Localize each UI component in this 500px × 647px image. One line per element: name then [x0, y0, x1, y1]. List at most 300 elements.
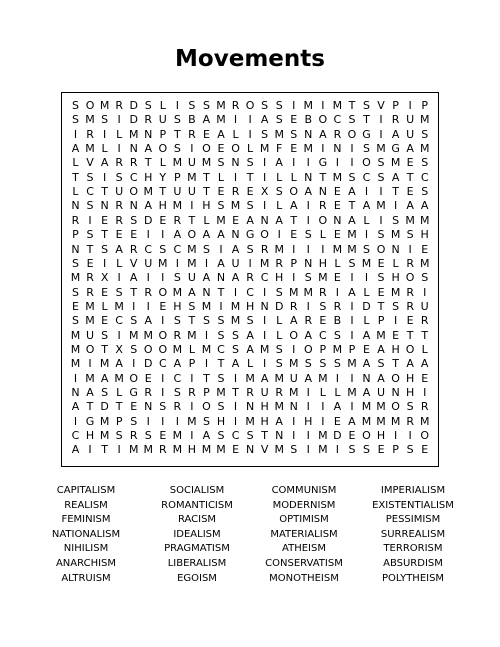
- grid-letter[interactable]: A: [391, 127, 400, 141]
- grid-letter[interactable]: M: [172, 443, 183, 457]
- grid-letter[interactable]: S: [217, 400, 225, 414]
- grid-letter[interactable]: E: [333, 414, 341, 428]
- grid-letter[interactable]: M: [347, 357, 357, 371]
- grid-letter[interactable]: C: [231, 429, 240, 443]
- grid-letter[interactable]: I: [88, 443, 92, 457]
- grid-letter[interactable]: A: [246, 213, 254, 227]
- grid-letter[interactable]: L: [116, 256, 123, 270]
- grid-letter[interactable]: O: [376, 242, 386, 256]
- grid-letter[interactable]: O: [303, 342, 313, 356]
- grid-letter[interactable]: M: [419, 113, 430, 127]
- grid-letter[interactable]: I: [350, 400, 354, 414]
- grid-letter[interactable]: R: [275, 386, 284, 399]
- grid-letter[interactable]: F: [276, 142, 283, 156]
- grid-letter[interactable]: H: [391, 342, 400, 356]
- grid-letter[interactable]: T: [188, 213, 196, 227]
- grid-letter[interactable]: M: [347, 242, 357, 256]
- grid-letter[interactable]: L: [276, 328, 283, 342]
- grid-letter[interactable]: P: [174, 170, 181, 184]
- grid-letter[interactable]: I: [350, 299, 354, 313]
- grid-letter[interactable]: S: [261, 127, 269, 141]
- grid-letter[interactable]: M: [361, 414, 372, 428]
- grid-letter[interactable]: I: [321, 142, 325, 156]
- grid-letter[interactable]: M: [376, 414, 386, 428]
- grid-letter[interactable]: C: [144, 242, 153, 256]
- grid-letter[interactable]: M: [70, 357, 81, 371]
- grid-letter[interactable]: S: [392, 299, 400, 313]
- grid-letter[interactable]: S: [377, 228, 385, 242]
- grid-letter[interactable]: E: [333, 228, 341, 242]
- grid-letter[interactable]: O: [347, 127, 357, 141]
- grid-letter[interactable]: I: [233, 414, 238, 428]
- grid-letter[interactable]: I: [292, 271, 296, 285]
- grid-letter[interactable]: L: [319, 228, 326, 242]
- grid-letter[interactable]: I: [379, 127, 383, 141]
- grid-letter[interactable]: S: [130, 213, 138, 227]
- grid-letter[interactable]: S: [72, 256, 79, 270]
- grid-letter[interactable]: A: [202, 429, 211, 443]
- grid-letter[interactable]: U: [187, 156, 196, 170]
- grid-letter[interactable]: I: [233, 371, 238, 385]
- grid-letter[interactable]: A: [362, 328, 371, 342]
- grid-letter[interactable]: O: [289, 328, 299, 342]
- grid-letter[interactable]: T: [406, 170, 414, 184]
- grid-letter[interactable]: R: [129, 156, 138, 170]
- grid-letter[interactable]: A: [144, 142, 153, 156]
- grid-letter[interactable]: I: [88, 213, 92, 227]
- grid-letter[interactable]: I: [350, 142, 354, 156]
- grid-letter[interactable]: I: [248, 256, 252, 270]
- grid-letter[interactable]: A: [275, 213, 283, 227]
- grid-letter[interactable]: E: [363, 342, 370, 356]
- grid-letter[interactable]: A: [246, 328, 254, 342]
- grid-letter[interactable]: I: [335, 443, 340, 457]
- grid-letter[interactable]: E: [406, 185, 414, 199]
- grid-letter[interactable]: I: [335, 156, 340, 170]
- grid-letter[interactable]: R: [333, 299, 342, 313]
- grid-letter[interactable]: M: [318, 371, 328, 385]
- grid-letter[interactable]: I: [292, 99, 296, 112]
- grid-letter[interactable]: X: [115, 342, 123, 356]
- grid-letter[interactable]: E: [159, 213, 167, 227]
- grid-letter[interactable]: C: [115, 314, 123, 328]
- grid-letter[interactable]: I: [161, 271, 165, 285]
- grid-letter[interactable]: G: [318, 156, 328, 170]
- grid-letter[interactable]: D: [333, 429, 342, 443]
- grid-letter[interactable]: I: [175, 414, 179, 428]
- grid-letter[interactable]: A: [362, 357, 371, 371]
- grid-letter[interactable]: A: [304, 328, 313, 342]
- grid-letter[interactable]: I: [175, 99, 179, 112]
- grid-letter[interactable]: L: [101, 142, 108, 156]
- grid-letter[interactable]: A: [144, 314, 153, 328]
- grid-letter[interactable]: E: [290, 142, 298, 156]
- grid-letter[interactable]: T: [377, 299, 385, 313]
- grid-letter[interactable]: S: [275, 342, 283, 356]
- grid-letter[interactable]: R: [275, 256, 284, 270]
- grid-letter[interactable]: U: [420, 299, 429, 313]
- grid-letter[interactable]: T: [319, 170, 327, 184]
- grid-letter[interactable]: D: [129, 99, 138, 112]
- grid-letter[interactable]: C: [362, 170, 371, 184]
- grid-letter[interactable]: S: [144, 99, 152, 112]
- grid-letter[interactable]: I: [190, 429, 194, 443]
- grid-letter[interactable]: A: [406, 357, 414, 371]
- grid-letter[interactable]: S: [115, 285, 123, 299]
- grid-letter[interactable]: X: [100, 271, 109, 285]
- grid-letter[interactable]: S: [275, 357, 283, 371]
- grid-letter[interactable]: E: [392, 328, 400, 342]
- grid-letter[interactable]: M: [143, 328, 153, 342]
- grid-letter[interactable]: R: [188, 386, 196, 399]
- grid-letter[interactable]: T: [392, 185, 399, 199]
- grid-letter[interactable]: S: [159, 242, 167, 256]
- grid-letter[interactable]: M: [99, 414, 110, 428]
- grid-letter[interactable]: I: [306, 386, 310, 399]
- grid-letter[interactable]: U: [86, 328, 95, 342]
- grid-letter[interactable]: M: [99, 357, 110, 371]
- grid-letter[interactable]: I: [364, 271, 369, 285]
- grid-letter[interactable]: M: [303, 285, 314, 299]
- grid-letter[interactable]: I: [277, 228, 281, 242]
- grid-letter[interactable]: T: [203, 185, 210, 199]
- grid-letter[interactable]: H: [216, 414, 226, 428]
- grid-letter[interactable]: M: [99, 99, 110, 112]
- grid-letter[interactable]: N: [333, 213, 342, 227]
- grid-letter[interactable]: O: [260, 228, 269, 242]
- grid-letter[interactable]: N: [100, 199, 109, 213]
- grid-letter[interactable]: I: [408, 99, 412, 112]
- grid-letter[interactable]: E: [159, 429, 167, 443]
- grid-letter[interactable]: T: [363, 113, 370, 127]
- grid-letter[interactable]: M: [216, 113, 226, 127]
- grid-letter[interactable]: I: [132, 299, 136, 313]
- grid-letter[interactable]: S: [392, 213, 400, 227]
- grid-letter[interactable]: E: [130, 400, 138, 414]
- grid-letter[interactable]: M: [158, 256, 168, 270]
- grid-letter[interactable]: R: [86, 285, 94, 299]
- grid-letter[interactable]: S: [377, 271, 385, 285]
- grid-letter[interactable]: T: [86, 242, 94, 256]
- grid-letter[interactable]: T: [232, 386, 239, 399]
- grid-letter[interactable]: E: [232, 443, 240, 457]
- grid-letter[interactable]: M: [390, 414, 401, 428]
- grid-letter[interactable]: R: [173, 400, 182, 414]
- grid-letter[interactable]: R: [319, 285, 327, 299]
- grid-letter[interactable]: S: [217, 156, 225, 170]
- grid-letter[interactable]: T: [115, 400, 123, 414]
- grid-letter[interactable]: N: [71, 199, 80, 213]
- grid-letter[interactable]: L: [421, 342, 428, 356]
- grid-letter[interactable]: L: [334, 386, 341, 399]
- grid-letter[interactable]: S: [363, 242, 370, 256]
- grid-letter[interactable]: A: [377, 342, 385, 356]
- grid-letter[interactable]: I: [292, 414, 296, 428]
- grid-letter[interactable]: I: [350, 156, 354, 170]
- grid-letter[interactable]: O: [391, 371, 400, 385]
- grid-letter[interactable]: S: [202, 314, 210, 328]
- grid-letter[interactable]: O: [158, 285, 168, 299]
- grid-letter[interactable]: M: [128, 443, 139, 457]
- grid-letter[interactable]: S: [173, 314, 181, 328]
- grid-letter[interactable]: I: [132, 357, 136, 371]
- grid-letter[interactable]: P: [115, 414, 123, 428]
- grid-letter[interactable]: O: [391, 400, 400, 414]
- grid-letter[interactable]: D: [100, 400, 109, 414]
- grid-letter[interactable]: N: [129, 142, 138, 156]
- grid-letter[interactable]: U: [406, 127, 415, 141]
- grid-letter[interactable]: M: [70, 342, 81, 356]
- grid-letter[interactable]: M: [85, 371, 95, 385]
- grid-letter[interactable]: R: [129, 242, 138, 256]
- grid-letter[interactable]: H: [275, 271, 284, 285]
- grid-letter[interactable]: U: [115, 185, 124, 199]
- grid-letter[interactable]: T: [72, 170, 79, 184]
- grid-letter[interactable]: S: [348, 113, 356, 127]
- grid-letter[interactable]: S: [421, 156, 429, 170]
- grid-letter[interactable]: S: [72, 285, 79, 299]
- grid-letter[interactable]: S: [261, 99, 269, 112]
- grid-letter[interactable]: E: [333, 199, 341, 213]
- grid-letter[interactable]: U: [173, 185, 182, 199]
- grid-letter[interactable]: M: [85, 142, 95, 156]
- grid-letter[interactable]: H: [406, 371, 415, 385]
- grid-letter[interactable]: E: [348, 429, 356, 443]
- grid-letter[interactable]: A: [420, 357, 429, 371]
- grid-letter[interactable]: N: [275, 429, 284, 443]
- grid-letter[interactable]: N: [231, 156, 240, 170]
- grid-letter[interactable]: I: [423, 386, 427, 399]
- grid-letter[interactable]: M: [187, 414, 197, 428]
- grid-letter[interactable]: A: [231, 357, 240, 371]
- grid-letter[interactable]: S: [130, 342, 138, 356]
- grid-letter[interactable]: E: [217, 142, 225, 156]
- grid-letter[interactable]: T: [130, 285, 138, 299]
- grid-letter[interactable]: X: [260, 185, 269, 199]
- grid-letter[interactable]: S: [377, 156, 385, 170]
- grid-letter[interactable]: M: [201, 299, 212, 313]
- grid-letter[interactable]: S: [275, 285, 283, 299]
- grid-letter[interactable]: O: [362, 429, 371, 443]
- grid-letter[interactable]: I: [175, 256, 179, 270]
- grid-letter[interactable]: H: [318, 256, 327, 270]
- grid-letter[interactable]: R: [420, 314, 429, 328]
- grid-letter[interactable]: S: [290, 127, 298, 141]
- grid-letter[interactable]: R: [406, 414, 414, 428]
- grid-letter[interactable]: I: [73, 371, 78, 385]
- grid-letter[interactable]: M: [318, 443, 328, 457]
- grid-letter[interactable]: M: [187, 328, 197, 342]
- grid-letter[interactable]: R: [173, 328, 182, 342]
- grid-letter[interactable]: I: [73, 414, 78, 428]
- grid-letter[interactable]: E: [421, 371, 429, 385]
- grid-letter[interactable]: I: [408, 429, 412, 443]
- grid-letter[interactable]: D: [144, 213, 153, 227]
- grid-letter[interactable]: A: [217, 256, 225, 270]
- grid-letter[interactable]: M: [172, 342, 183, 356]
- grid-letter[interactable]: M: [318, 271, 328, 285]
- grid-letter[interactable]: I: [306, 299, 310, 313]
- grid-letter[interactable]: E: [377, 256, 385, 270]
- grid-letter[interactable]: E: [377, 285, 385, 299]
- grid-letter[interactable]: R: [173, 213, 182, 227]
- grid-letter[interactable]: T: [261, 429, 268, 443]
- grid-letter[interactable]: I: [335, 371, 340, 385]
- grid-letter[interactable]: P: [421, 99, 428, 112]
- grid-letter[interactable]: M: [216, 99, 226, 112]
- grid-letter[interactable]: S: [421, 271, 429, 285]
- grid-letter[interactable]: M: [114, 299, 124, 313]
- grid-letter[interactable]: S: [202, 414, 210, 428]
- grid-letter[interactable]: D: [129, 113, 138, 127]
- grid-letter[interactable]: O: [405, 342, 415, 356]
- grid-letter[interactable]: R: [319, 199, 327, 213]
- grid-letter[interactable]: M: [361, 256, 372, 270]
- grid-letter[interactable]: M: [347, 386, 357, 399]
- grid-letter[interactable]: I: [263, 170, 267, 184]
- grid-letter[interactable]: M: [376, 328, 386, 342]
- grid-letter[interactable]: I: [146, 271, 150, 285]
- grid-letter[interactable]: S: [173, 386, 181, 399]
- grid-letter[interactable]: M: [332, 342, 343, 356]
- grid-letter[interactable]: M: [187, 242, 197, 256]
- grid-letter[interactable]: C: [260, 271, 269, 285]
- grid-letter[interactable]: S: [86, 199, 94, 213]
- grid-letter[interactable]: S: [246, 199, 254, 213]
- grid-letter[interactable]: A: [217, 127, 225, 141]
- grid-letter[interactable]: H: [187, 443, 197, 457]
- grid-letter[interactable]: M: [376, 400, 386, 414]
- grid-letter[interactable]: M: [289, 357, 299, 371]
- grid-letter[interactable]: A: [289, 199, 298, 213]
- grid-letter[interactable]: T: [173, 127, 181, 141]
- grid-letter[interactable]: A: [304, 371, 313, 385]
- grid-letter[interactable]: I: [263, 314, 267, 328]
- grid-letter[interactable]: G: [362, 127, 371, 141]
- grid-letter[interactable]: O: [129, 371, 139, 385]
- grid-letter[interactable]: I: [263, 285, 267, 299]
- grid-letter[interactable]: A: [100, 156, 109, 170]
- grid-letter[interactable]: I: [321, 242, 325, 256]
- grid-letter[interactable]: O: [158, 328, 168, 342]
- grid-letter[interactable]: H: [202, 199, 211, 213]
- grid-letter[interactable]: A: [202, 271, 211, 285]
- grid-letter[interactable]: A: [333, 400, 342, 414]
- grid-letter[interactable]: M: [419, 414, 430, 428]
- grid-letter[interactable]: N: [144, 127, 153, 141]
- grid-letter[interactable]: A: [406, 142, 414, 156]
- grid-letter[interactable]: S: [406, 228, 414, 242]
- grid-letter[interactable]: S: [130, 314, 138, 328]
- grid-letter[interactable]: E: [290, 228, 298, 242]
- grid-letter[interactable]: I: [117, 328, 121, 342]
- grid-letter[interactable]: L: [363, 213, 370, 227]
- grid-letter[interactable]: E: [421, 443, 429, 457]
- grid-letter[interactable]: I: [161, 314, 165, 328]
- grid-letter[interactable]: U: [377, 386, 386, 399]
- grid-letter[interactable]: U: [144, 256, 153, 270]
- grid-letter[interactable]: T: [392, 357, 399, 371]
- grid-letter[interactable]: A: [71, 400, 80, 414]
- grid-letter[interactable]: I: [379, 113, 383, 127]
- grid-letter[interactable]: A: [71, 142, 80, 156]
- grid-letter[interactable]: A: [231, 242, 240, 256]
- grid-letter[interactable]: S: [275, 99, 283, 112]
- grid-letter[interactable]: V: [86, 156, 94, 170]
- grid-letter[interactable]: N: [391, 242, 400, 256]
- grid-letter[interactable]: M: [274, 371, 284, 385]
- grid-letter[interactable]: S: [173, 113, 181, 127]
- grid-letter[interactable]: L: [116, 386, 123, 399]
- grid-letter[interactable]: E: [406, 314, 414, 328]
- grid-letter[interactable]: I: [306, 429, 310, 443]
- grid-letter[interactable]: I: [233, 285, 238, 299]
- grid-letter[interactable]: O: [158, 342, 168, 356]
- grid-letter[interactable]: L: [101, 299, 108, 313]
- grid-letter[interactable]: I: [73, 127, 78, 141]
- grid-letter[interactable]: M: [274, 242, 284, 256]
- grid-letter[interactable]: S: [246, 156, 254, 170]
- grid-letter[interactable]: I: [204, 256, 209, 270]
- grid-letter[interactable]: R: [86, 271, 94, 285]
- grid-letter[interactable]: N: [304, 170, 313, 184]
- grid-letter[interactable]: E: [333, 271, 341, 285]
- grid-letter[interactable]: S: [363, 443, 370, 457]
- grid-letter[interactable]: M: [230, 299, 241, 313]
- grid-letter[interactable]: A: [348, 285, 356, 299]
- grid-letter[interactable]: M: [172, 285, 183, 299]
- grid-letter[interactable]: O: [143, 342, 153, 356]
- grid-letter[interactable]: L: [276, 170, 283, 184]
- grid-letter[interactable]: R: [391, 113, 400, 127]
- grid-letter[interactable]: R: [158, 443, 167, 457]
- grid-letter[interactable]: L: [276, 199, 283, 213]
- grid-letter[interactable]: M: [230, 199, 241, 213]
- grid-letter[interactable]: M: [99, 429, 110, 443]
- grid-letter[interactable]: S: [348, 256, 356, 270]
- grid-letter[interactable]: E: [101, 314, 109, 328]
- grid-letter[interactable]: S: [421, 127, 429, 141]
- grid-letter[interactable]: A: [304, 185, 313, 199]
- grid-letter[interactable]: M: [70, 328, 81, 342]
- grid-letter[interactable]: C: [319, 328, 327, 342]
- grid-letter[interactable]: N: [260, 299, 269, 313]
- grid-letter[interactable]: I: [219, 299, 223, 313]
- grid-letter[interactable]: D: [144, 357, 153, 371]
- grid-letter[interactable]: H: [245, 299, 255, 313]
- grid-letter[interactable]: I: [263, 199, 267, 213]
- grid-letter[interactable]: A: [115, 357, 123, 371]
- grid-letter[interactable]: C: [420, 170, 429, 184]
- grid-letter[interactable]: M: [172, 199, 183, 213]
- grid-letter[interactable]: R: [144, 386, 153, 399]
- grid-letter[interactable]: I: [306, 443, 310, 457]
- grid-letter[interactable]: M: [172, 429, 183, 443]
- grid-letter[interactable]: N: [318, 185, 327, 199]
- grid-letter[interactable]: L: [247, 142, 254, 156]
- grid-letter[interactable]: S: [202, 99, 210, 112]
- grid-letter[interactable]: N: [260, 213, 269, 227]
- grid-letter[interactable]: I: [263, 357, 267, 371]
- grid-letter[interactable]: I: [219, 242, 223, 256]
- grid-letter[interactable]: S: [304, 271, 312, 285]
- grid-letter[interactable]: V: [377, 99, 385, 112]
- grid-letter[interactable]: E: [115, 228, 123, 242]
- grid-letter[interactable]: R: [115, 99, 123, 112]
- grid-letter[interactable]: L: [290, 170, 297, 184]
- grid-letter[interactable]: M: [390, 156, 401, 170]
- grid-letter[interactable]: L: [247, 357, 254, 371]
